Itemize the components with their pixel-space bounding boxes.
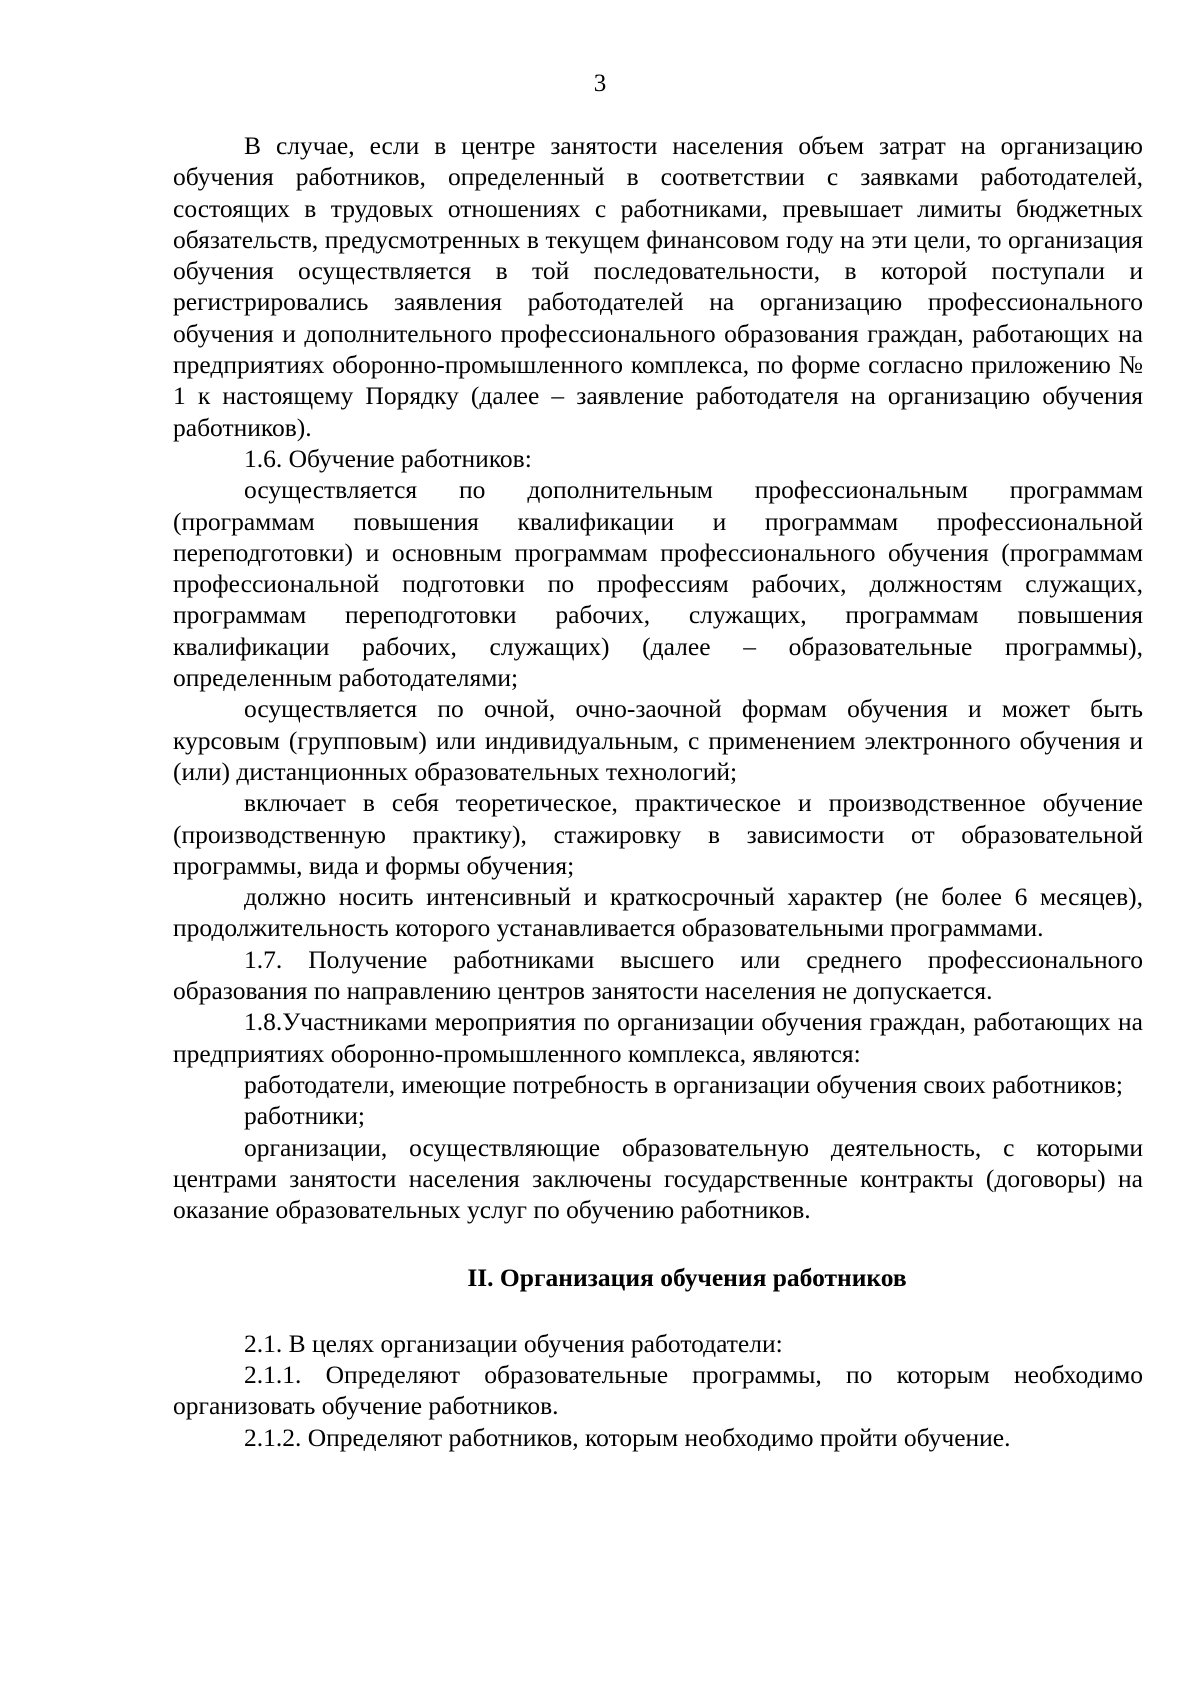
section-2-heading: II. Организация обучения работников — [467, 1263, 907, 1293]
paragraph-programs: осуществляется по дополнительным профессиональным программам (программам повышения квалификации и программам профессиональной переподготовки) и основным программам профессионального обучения (программам профессиональной подготовки по профессиям рабочих, должностям служащих, программам переподготовки рабочих, служащих, программам повышения квалификации рабочих, служащих) (далее – образовательные программы), определенным работодателями; — [173, 475, 1143, 693]
paragraph-cost-limits: В случае, если в центре занятости населения объем затрат на организацию обучения работников, определенный в соответствии с заявками работодателей, состоящих в трудовых отношениях с работниками, превышает лимиты бюджетных обязательств, предусмотренных в текущем финансовом году на эти цели, то организация обучения осуществляется в той последовательности, в которой поступали и регистрировались заявления работодателей на организацию профессионального обучения и дополнительного профессионального образования граждан, работающих на предприятиях оборонно-промышленного комплекса, по форме согласно приложению № 1 к настоящему Порядку (далее – заявление работодателя на организацию обучения работников). — [173, 131, 1143, 442]
paragraph-1-8: 1.8.Участниками мероприятия по организации обучения граждан, работающих на предприятиях оборонно-промышленного комплекса, являются: — [173, 1007, 1143, 1068]
paragraph-employers: работодатели, имеющие потребность в организации обучения своих работников; — [244, 1069, 1123, 1099]
paragraph-duration: должно носить интенсивный и краткосрочный характер (не более 6 месяцев), продолжительность которого устанавливается образовательными программами. — [173, 882, 1143, 943]
paragraph-forms: осуществляется по очной, очно-заочной формам обучения и может быть курсовым (групповым) или индивидуальным, с применением электронного обучения и (или) дистанционных образовательных технологий; — [173, 694, 1143, 786]
page-number: 3 — [593, 70, 607, 97]
paragraph-1-7: 1.7. Получение работниками высшего или среднего профессионального образования по направлению центров занятости населения не допускается. — [173, 944, 1143, 1006]
paragraph-organizations: организации, осуществляющие образовательную деятельность, с которыми центрами занятости населения заключены государственные контракты (договоры) на оказание образовательных услуг по обучению работников. — [173, 1132, 1143, 1225]
paragraph-1-6-title: 1.6. Обучение работников: — [244, 443, 532, 473]
paragraph-workers: работники; — [244, 1101, 366, 1131]
document-body — [173, 130, 1143, 1453]
paragraph-2-1: 2.1. В целях организации обучения работодатели: — [244, 1328, 783, 1358]
paragraph-includes: включает в себя теоретическое, практическое и производственное обучение (производственную практику), стажировку в зависимости от образовательной программы, вида и формы обучения; — [173, 788, 1143, 880]
paragraph-2-1-2: 2.1.2. Определяют работников, которым необходимо пройти обучение. — [244, 1422, 1011, 1452]
paragraph-2-1-1: 2.1.1. Определяют образовательные программы, по которым необходимо организовать обучение работников. — [173, 1359, 1143, 1421]
